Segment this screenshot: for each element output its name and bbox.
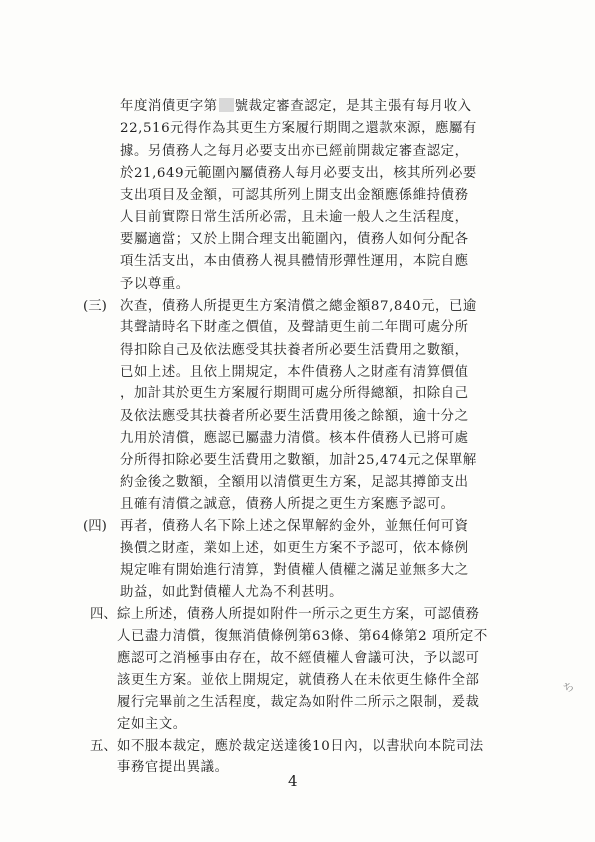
text-line: 於21,649元範圍內屬債務人每月必要支出，核其所列必要 (120, 165, 477, 181)
text-segment: 號裁定審查認定，是其主張有每月收入 (234, 99, 472, 114)
text-line: 據。另債務人之每月必要支出亦已經前開裁定審查認定， (120, 143, 469, 159)
text-line: 次查，債務人所提更生方案清償之總金額87,840元，已逾 (120, 298, 477, 314)
text-line: 且確有清償之誠意，債務人所提之更生方案應予認可。 (120, 497, 455, 513)
text-line: 予以尊重。 (120, 276, 190, 292)
text-line: 履行完畢前之生活程度，裁定為如附件二所示之限制，爰裁 (117, 695, 480, 711)
text-line: 其聲請時名下財產之價值，及聲請更生前二年間可處分所 (120, 320, 469, 336)
section-marker: 四、 (90, 606, 117, 622)
text-line: 助益，如此對債權人尤為不利甚明。 (120, 584, 344, 600)
text-line: 事務官提出異議。 (117, 760, 229, 776)
text-line: 要屬適當；又於上開合理支出範圍內，債務人如何分配各 (120, 232, 469, 247)
page-number: 4 (288, 772, 298, 790)
text-line: 該更生方案。並依上開規定，就債務人在未依更生條件全部 (117, 672, 480, 688)
text-line: 得扣除自己及依法應受其扶養者所必要生活費用之數額， (120, 342, 469, 358)
text-line: 分所得扣除必要生活費用之數額，加計25,474元之保單解 (120, 452, 477, 468)
text-line (120, 98, 472, 116)
text-line: 支出項目及金額，可認其所列上開支出金額應係維持債務 (120, 188, 469, 204)
redaction-box (219, 98, 234, 112)
text-line: 定如主文。 (117, 716, 187, 732)
text-line: 人目前實際日常生活所必需，且未逾一般人之生活程度， (120, 209, 469, 225)
text-line: 22,516元得作為其更生方案履行期間之還款來源，應屬有 (120, 121, 477, 137)
text-line: 再者，債務人名下除上述之保單解約金外，並無任何可資 (120, 518, 469, 534)
section-marker: (四) (83, 518, 107, 534)
text-line: 已如上述。且依上開規定，本件債務人之財產有清算價值 (120, 365, 469, 380)
text-line: 項生活支出，本由債務人視具體情形彈性運用，本院自應 (120, 254, 469, 270)
text-line: 九用於清償，應認已屬盡力清償。核本件債務人已將可處 (120, 431, 469, 447)
text-line: ，加計其於更生方案履行期間可處分所得總額，扣除自己 (120, 386, 469, 402)
section-marker: (三) (83, 298, 107, 314)
text-line: 規定唯有開始進行清算，對債權人債權之滿足並無多大之 (120, 563, 469, 579)
text-line: 約金後之數額，全額用以清償更生方案，足認其撙節支出 (120, 474, 469, 490)
text-line: 綜上所述，債務人所提如附件一所示之更生方案，可認債務 (117, 606, 480, 622)
text-line: 換價之財產，業如上述，如更生方案不予認可，依本條例 (120, 540, 469, 556)
text-line: 人已盡力清償，復無消債條例第63條、第64條第2 項所定不 (117, 629, 488, 645)
text-line: 應認可之消極事由存在，故不經債權人會議可決，予以認可 (117, 650, 480, 666)
text-segment: 年度消債更字第 (120, 99, 218, 114)
text-line: 及依法應受其扶養者所必要生活費用後之餘額，逾十分之 (120, 408, 469, 424)
handwritten-mark: ち (561, 679, 577, 696)
section-marker: 五、 (90, 739, 117, 754)
text-line: 如不服本裁定，應於裁定送達後10日內，以書狀向本院司法 (117, 739, 484, 754)
